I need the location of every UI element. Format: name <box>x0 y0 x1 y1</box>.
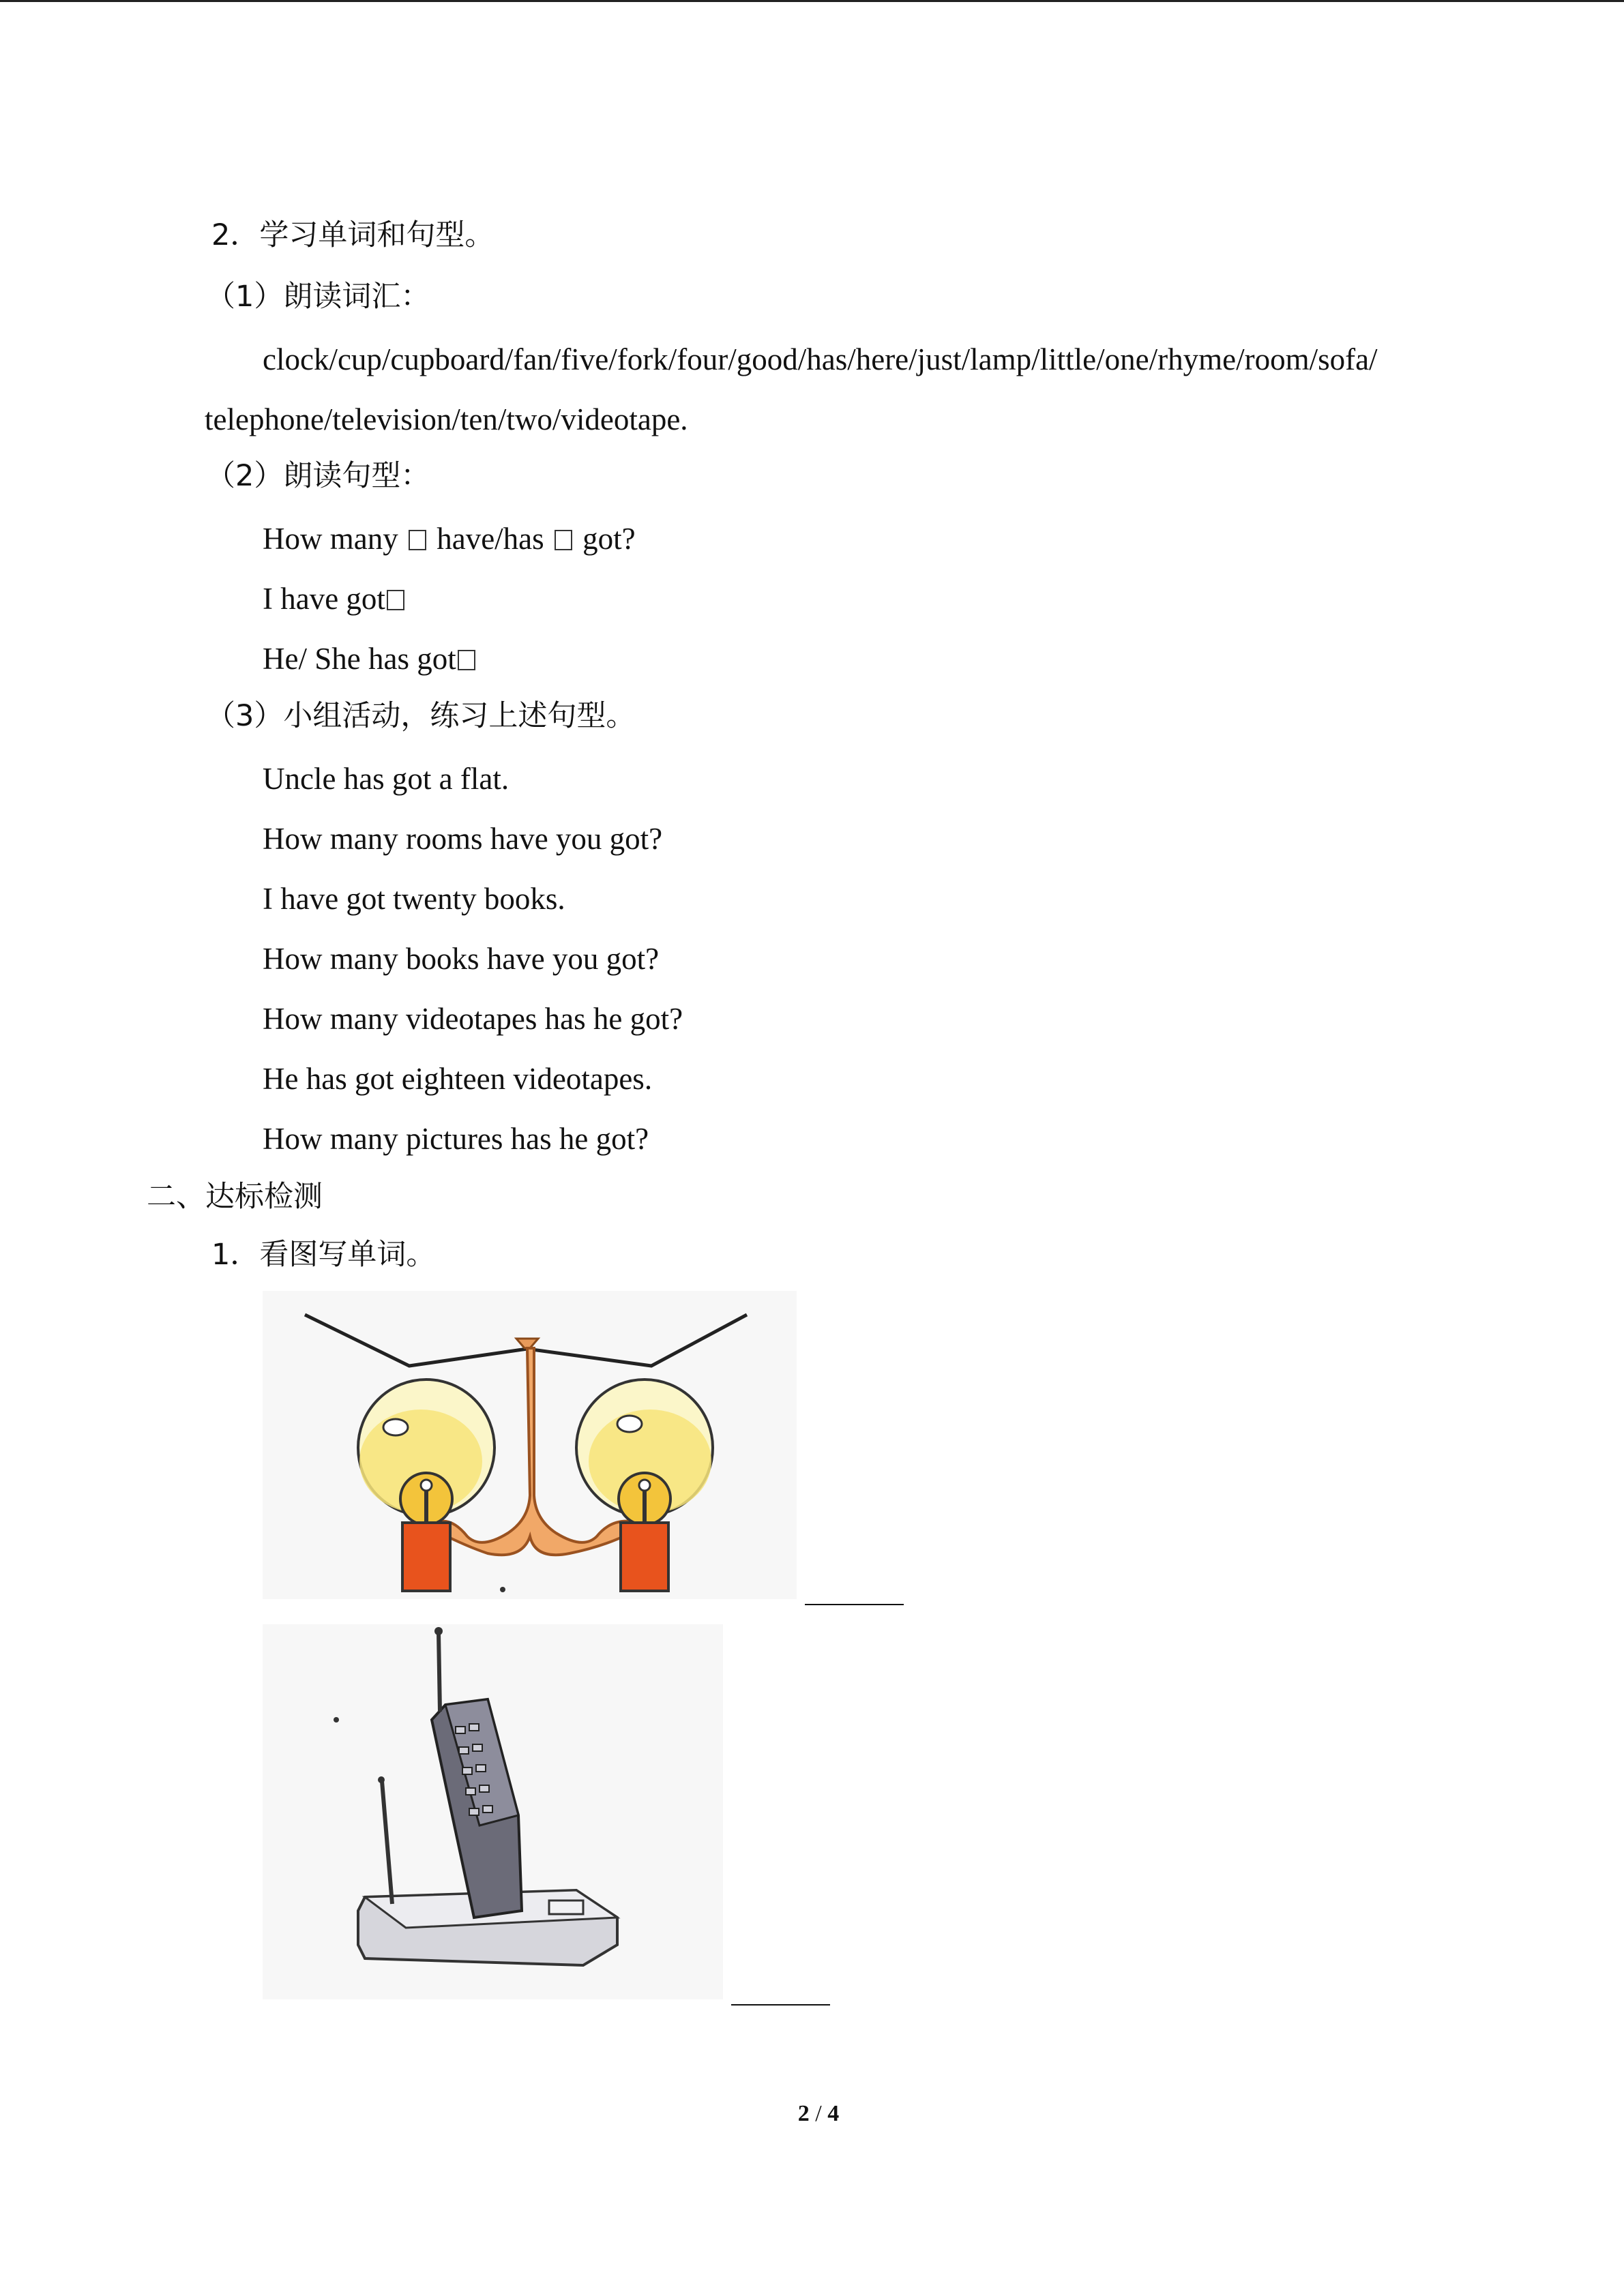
practice-sentence: How many videotapes has he got? <box>263 1002 683 1036</box>
pattern3-part1: He/ She has got <box>263 642 456 676</box>
answer-line <box>731 2004 830 2006</box>
current-page: 2 <box>797 2101 810 2126</box>
total-pages: 4 <box>827 2101 840 2126</box>
vocab-line-2: telephone/television/ten/two/videotape. <box>205 402 688 436</box>
pattern1-part1: How many <box>263 522 398 556</box>
practice-sentence: Uncle has got a flat. <box>263 762 510 796</box>
item1-heading: 1．看图写单词。 <box>211 1238 436 1272</box>
page-top-border <box>0 0 1624 2</box>
sub2-label: （2）朗读句型： <box>206 459 430 493</box>
pattern1-part3: got? <box>582 522 636 556</box>
practice-sentence: How many rooms have you got? <box>263 822 663 856</box>
sub3-label: （3）小组活动，练习上述句型。 <box>206 699 636 733</box>
telephone-icon <box>263 1624 723 1999</box>
blank-box <box>458 650 475 670</box>
pattern1-part2: have/has <box>437 522 544 556</box>
blank-box <box>409 530 426 550</box>
answer-line <box>805 1604 904 1605</box>
pattern-how-many <box>263 518 636 559</box>
practice-sentence: He has got eighteen videotapes. <box>263 1062 653 1096</box>
lamp-icon <box>263 1291 797 1599</box>
practice-sentence: How many books have you got? <box>263 942 660 976</box>
practice-sentence: How many pictures has he got? <box>263 1122 649 1156</box>
page-separator: / <box>815 2101 822 2126</box>
pattern-he-she-has-got <box>263 638 478 679</box>
telephone-picture <box>263 1624 723 1999</box>
section2-heading: 二、达标检测 <box>147 1180 323 1214</box>
blank-box <box>387 590 404 610</box>
pattern-i-have-got <box>263 578 407 619</box>
practice-sentence: I have got twenty books. <box>263 882 565 916</box>
pattern2-part1: I have got <box>263 582 385 616</box>
lamp-picture <box>263 1291 797 1599</box>
blank-box <box>555 530 572 550</box>
sub1-label: （1）朗读词汇： <box>206 280 430 314</box>
vocab-line-1: clock/cup/cupboard/fan/five/fork/four/good/has/here/just/lamp/little/one/rhyme/room/sofa/ <box>263 342 1378 376</box>
page-number <box>784 2097 853 2131</box>
item2-heading: 2．学习单词和句型。 <box>211 218 494 252</box>
